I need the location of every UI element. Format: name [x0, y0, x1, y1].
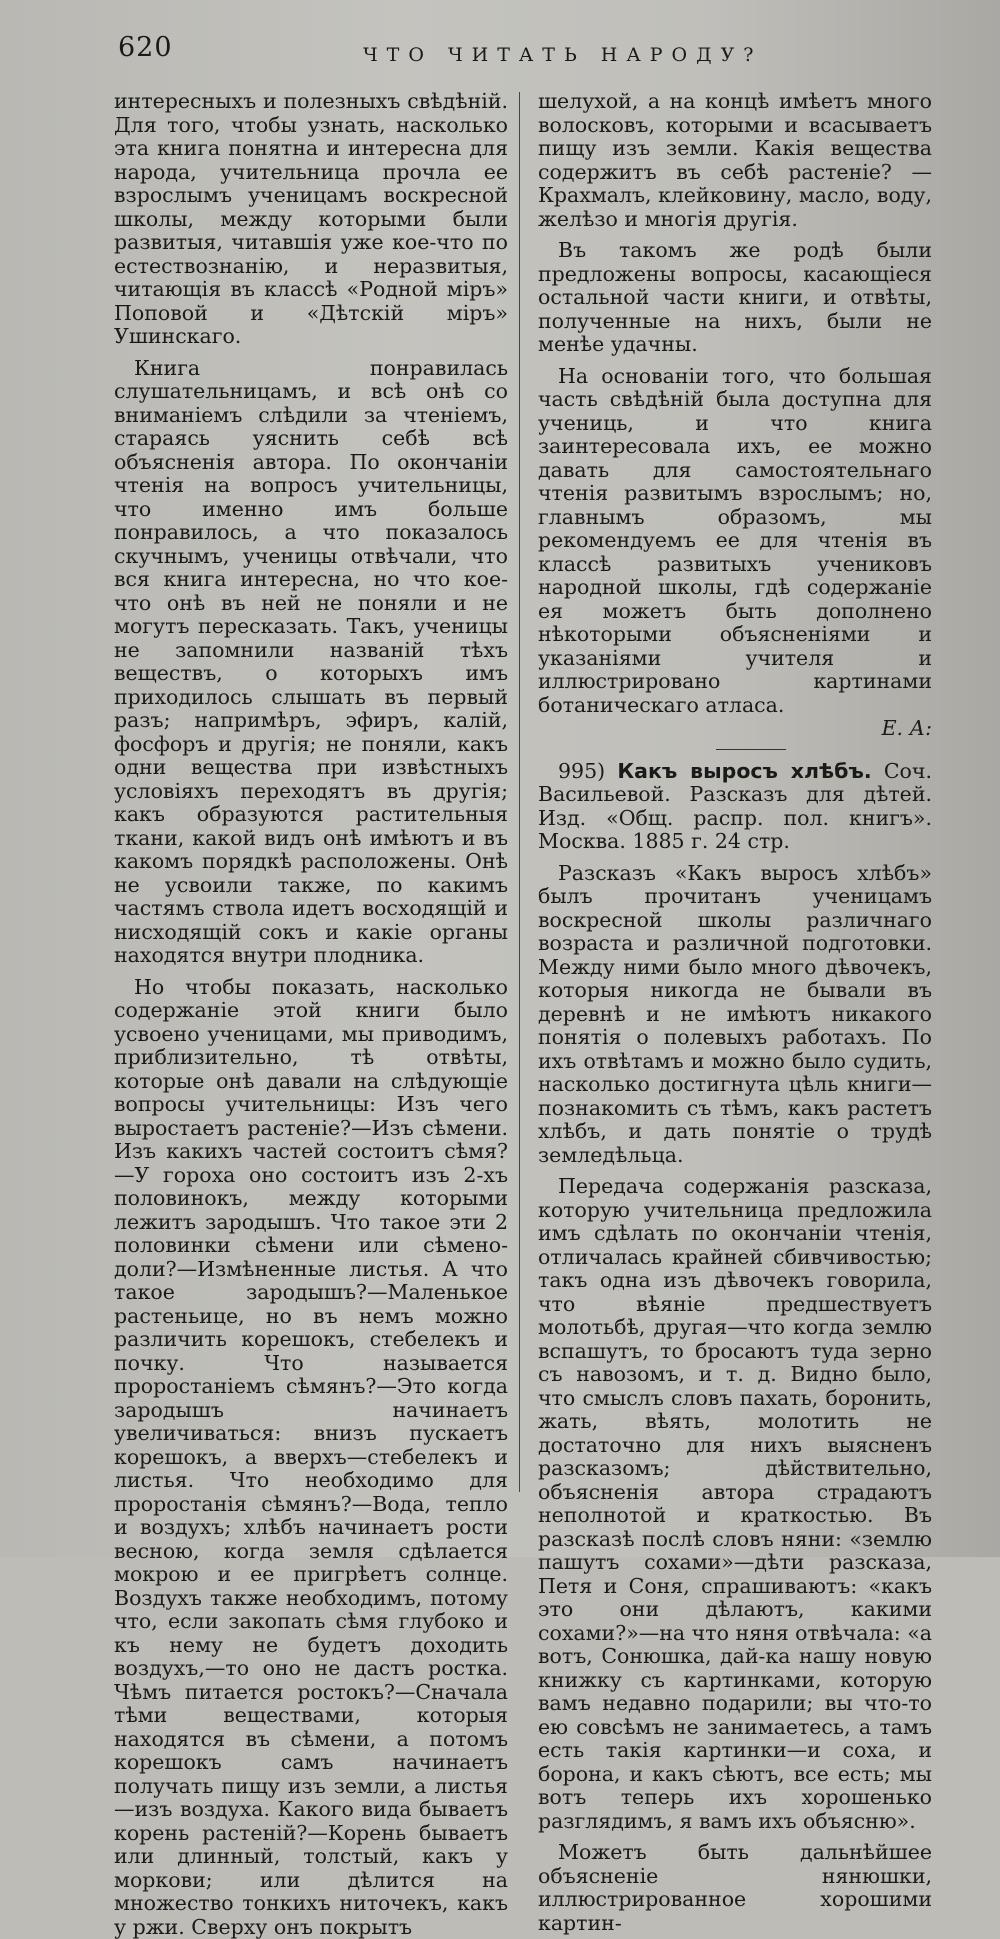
- left-column: [114, 90, 508, 1939]
- section-separator: [716, 749, 786, 750]
- entry-number: 995): [558, 759, 605, 783]
- entry-title: Какъ выросъ хлѣбъ.: [617, 759, 871, 783]
- left-paragraph-3: Но чтобы показать, насколько содержаніе этой книги было усвоено ученицами, мы приводимъ, приблизительно, тѣ отвѣты, которые онѣ давали на слѣдующіе вопросы учительницы: Изъ чего выростаетъ растеніе?—Изъ сѣмени. Изъ какихъ частей состоитъ сѣмя?—У гороха оно состоитъ изъ 2-хъ половинокъ, между которыми лежитъ зародышъ. Что такое эти 2 половинки сѣмени или сѣмено-доли?—Измѣненные листья. А что такое зародышъ?—Маленькое растеньице, но въ немъ можно различить корешокъ, стебелекъ и почку. Что называется проростаніемъ сѣмянъ?—Это когда зародышъ начинаетъ увеличиваться: внизъ пускаетъ корешокъ, а вверхъ—стебелекъ и листья. Что необходимо для проростанія сѣмянъ?—Вода, тепло и воздухъ; хлѣбъ начинаетъ рости весною, когда земля сдѣлается мокрою и ее пригрѣетъ солнце. Воздухъ также необходимъ, потому что, если закопать сѣмя глубоко и къ нему не будетъ доходить воздухъ,—то оно не дастъ ростка. Чѣмъ питается ростокъ?—Сначала тѣми веществами, которыя находятся въ сѣмени, а потомъ корешокъ самъ начинаетъ получать пищу изъ земли, а листья—изъ воздуха. Какого вида бываетъ корень растеній?—Корень бываетъ или длинный, толстый, какъ у моркови; или дѣлится на множество тонкихъ ниточекъ, какъ у ржи. Сверху онъ покрытъ: [114, 976, 508, 1939]
- running-title: ЧТО ЧИТАТЬ НАРОДУ?: [363, 44, 763, 66]
- page-number: 620: [118, 32, 173, 63]
- right-paragraph-4: Разсказъ «Какъ выросъ хлѣбъ» былъ прочитанъ ученицамъ воскресной школы различнаго возраста и различной подготовки. Между ними было много дѣвочекъ, которыя никогда не бывали въ деревнѣ и не имѣютъ никакого понятія о полевыхъ работахъ. По ихъ отвѣтамъ и можно было судить, насколько достигнута цѣль книги—познакомить съ тѣмъ, какъ растетъ хлѣбъ, и дать понятіе о трудѣ земледѣльца.: [538, 862, 932, 1168]
- right-paragraph-6: Можетъ быть дальнѣйшее объясненіе нянюшки, иллюстрированное хорошими картин-: [538, 1841, 932, 1935]
- right-paragraph-5: Передача содержанія разсказа, которую учительница предложила имъ сдѣлать по окончаніи чтенія, отличалась крайней сбивчивостью; такъ одна изъ дѣвочекъ говорила, что вѣяніе предшествуетъ молотьбѣ, другая—что когда землю вспашутъ, то бросаютъ туда зерно съ навозомъ, и т. д. Видно было, что смыслъ словъ пахать, боронить, жать, вѣять, молотить не достаточно для нихъ выясненъ разсказомъ; дѣйствительно, объясненія автора страдаютъ неполнотой и краткостью. Въ разсказѣ послѣ словъ няни: «землю пашутъ сохами»—дѣти разсказа, Петя и Соня, спрашиваютъ: «какъ это они дѣлаютъ, какими сохами?»—на что няня отвѣчала: «а вотъ, Сонюшка, дай-ка нашу новую книжку съ картинками, которую вамъ недавно подарили; вы что-то ею совсѣмъ не занимаетесь, а тамъ есть такія картинки—и соха, и борона, и какъ сѣютъ, все есть; мы вотъ теперь ихъ хорошенько разглядимъ, я вамъ ихъ объясню».: [538, 1175, 932, 1833]
- left-paragraph-1: интересныхъ и полезныхъ свѣдѣній. Для того, чтобы узнать, насколько эта книга понятна и интересна для народа, учительница прочла ее взрослымъ ученицамъ воскресной школы, между которыми были развитыя, читавшія уже кое-что по естествознанію, и неразвитыя, читающія въ классѣ «Родной міръ» Поповой и «Дѣтскій міръ» Ушинскаго.: [114, 90, 508, 349]
- review-signature: Е. А:: [538, 717, 932, 741]
- left-paragraph-2: Книга понравилась слушательницамъ, и всѣ онѣ со вниманіемъ слѣдили за чтеніемъ, стараясь уяснить себѣ всѣ объясненія автора. По окончаніи чтенія на вопросъ учительницы, что именно имъ больше понравилось, а что показалось скучнымъ, ученицы отвѣчали, что вся книга интересна, но что кое-что онѣ въ ней не поняли и не могутъ пересказать. Такъ, ученицы не запомнили названій тѣхъ веществъ, о которыхъ имъ приходилось слышать въ первый разъ; напримѣръ, эфиръ, калій, фосфоръ и другія; не поняли, какъ одни вещества при извѣстныхъ условіяхъ переходятъ въ другія; какъ образуются растительныя ткани, какой видъ онѣ имѣютъ и въ какомъ порядкѣ расположены. Онѣ не усвоили также, по какимъ частямъ ствола идетъ восходящій и нисходящій сокъ и какіе органы находятся внутри плодника.: [114, 357, 508, 968]
- page-header: [118, 28, 928, 78]
- right-paragraph-3: На основаніи того, что большая часть свѣдѣній была доступна для учениць, и что книга заинтересовала ихъ, ее можно давать для самостоятельнаго чтенія развитымъ взрослымъ; но, главнымъ образомъ, мы рекомендуемъ ее для чтенія въ классѣ развитыхъ учениковъ народной школы, гдѣ содержаніе ея можетъ быть дополнено нѣкоторыми объясненіями и указаніями учителя и иллюстрировано картинами ботаническаго атласа.: [538, 365, 932, 718]
- bibliographic-entry: [538, 760, 932, 854]
- right-paragraph-1: шелухой, а на концѣ имѣетъ много волосковъ, которыми и всасываетъ пищу изъ земли. Какія вещества содержитъ въ себѣ растеніе? — Крахмалъ, клейковину, масло, воду, желѣзо и многія другія.: [538, 90, 932, 231]
- entry-bibliography: Соч. Васильевой. Разсказъ для дѣтей. Изд. «Общ. распр. пол. книгъ». Москва. 1885 г. 24 стр.: [538, 759, 932, 854]
- column-divider: [519, 92, 520, 1492]
- right-column: [538, 90, 932, 1935]
- right-paragraph-2: Въ такомъ же родѣ были предложены вопросы, касающіеся остальной части книги, и отвѣты, полученные на нихъ, были не менѣе удачны.: [538, 239, 932, 357]
